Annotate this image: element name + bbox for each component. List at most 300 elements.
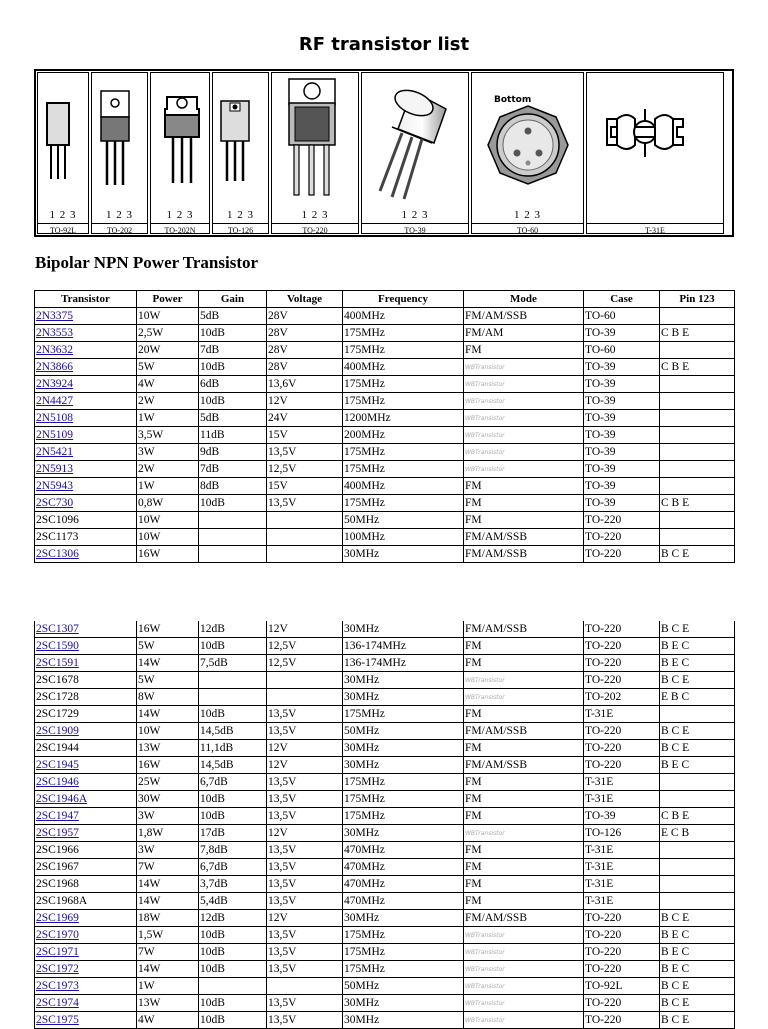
power-cell: 16W bbox=[137, 757, 199, 774]
package-name: TO-92L bbox=[38, 223, 88, 238]
mode-cell bbox=[464, 444, 584, 461]
power-cell: 5W bbox=[137, 672, 199, 689]
case-cell: TO-220 bbox=[584, 672, 660, 689]
frequency-cell: 400MHz bbox=[343, 359, 464, 376]
voltage-cell: 13,5V bbox=[267, 944, 343, 961]
package-pins: 1 2 3 bbox=[49, 209, 77, 221]
table-row bbox=[35, 393, 735, 410]
mode-cell: FM/AM/SSB bbox=[464, 621, 584, 638]
package-name: TO-202N bbox=[151, 223, 209, 238]
gain-cell: 10dB bbox=[199, 927, 267, 944]
case-cell: TO-39 bbox=[584, 359, 660, 376]
power-cell: 1W bbox=[137, 410, 199, 427]
frequency-cell: 1200MHz bbox=[343, 410, 464, 427]
transistor-link[interactable]: 2SC1957 bbox=[36, 826, 79, 839]
case-cell: TO-39 bbox=[584, 427, 660, 444]
t31e-package-icon bbox=[587, 73, 725, 211]
frequency-cell: 30MHz bbox=[343, 621, 464, 638]
table-row bbox=[35, 546, 735, 563]
column-header: Mode bbox=[464, 291, 584, 308]
case-cell: T-31E bbox=[584, 791, 660, 808]
table-row bbox=[35, 495, 735, 512]
gain-cell: 3,7dB bbox=[199, 876, 267, 893]
mode-cell bbox=[464, 1012, 584, 1029]
gain-cell bbox=[199, 672, 267, 689]
watermark-text: WBTransistor bbox=[465, 694, 505, 701]
transistor-link[interactable]: 2SC1971 bbox=[36, 945, 79, 958]
table-row bbox=[35, 512, 735, 529]
frequency-cell: 175MHz bbox=[343, 808, 464, 825]
pin-cell: E B C bbox=[660, 689, 735, 706]
case-cell: T-31E bbox=[584, 774, 660, 791]
gain-cell: 9dB bbox=[199, 444, 267, 461]
transistor-cell bbox=[35, 723, 137, 740]
voltage-cell: 13,5V bbox=[267, 1012, 343, 1029]
mode-cell: FM/AM bbox=[464, 325, 584, 342]
watermark-text: WBTransistor bbox=[465, 364, 505, 371]
package-pins: 1 2 3 bbox=[401, 209, 429, 221]
mode-cell bbox=[464, 672, 584, 689]
package-pins: 1 2 3 bbox=[166, 209, 194, 221]
table-row bbox=[35, 1012, 735, 1029]
pin-cell: B C E bbox=[660, 672, 735, 689]
gain-cell: 12dB bbox=[199, 621, 267, 638]
transistor-cell bbox=[35, 995, 137, 1012]
watermark-text: WBTransistor bbox=[465, 466, 505, 473]
transistor-link[interactable]: 2N3632 bbox=[36, 343, 74, 356]
transistor-link[interactable]: 2N5109 bbox=[36, 428, 74, 441]
transistor-link[interactable]: 2SC1975 bbox=[36, 1013, 79, 1026]
mode-cell: FM bbox=[464, 791, 584, 808]
mode-cell: FM bbox=[464, 706, 584, 723]
to39-package-icon bbox=[362, 73, 470, 211]
pin-cell bbox=[660, 376, 735, 393]
transistor-link[interactable]: 2SC1590 bbox=[36, 639, 79, 652]
transistor-link[interactable]: 2SC1946 bbox=[36, 775, 79, 788]
power-cell: 3W bbox=[137, 808, 199, 825]
frequency-cell: 30MHz bbox=[343, 689, 464, 706]
transistor-link[interactable]: 2SC1945 bbox=[36, 758, 79, 771]
mode-cell: FM bbox=[464, 655, 584, 672]
mode-cell bbox=[464, 995, 584, 1012]
section-heading: Bipolar NPN Power Transistor bbox=[35, 253, 259, 272]
gain-cell bbox=[199, 689, 267, 706]
frequency-cell: 50MHz bbox=[343, 978, 464, 995]
package-cell-t31e bbox=[586, 72, 724, 234]
case-cell: T-31E bbox=[584, 893, 660, 910]
transistor-link[interactable]: 2SC1974 bbox=[36, 996, 79, 1009]
power-cell: 10W bbox=[137, 308, 199, 325]
frequency-cell: 175MHz bbox=[343, 944, 464, 961]
mode-cell: FM/AM/SSB bbox=[464, 757, 584, 774]
mode-cell: FM/AM/SSB bbox=[464, 723, 584, 740]
transistor-cell bbox=[35, 927, 137, 944]
gain-cell: 6dB bbox=[199, 376, 267, 393]
transistor-cell bbox=[35, 978, 137, 995]
frequency-cell: 30MHz bbox=[343, 995, 464, 1012]
table-row bbox=[35, 842, 735, 859]
voltage-cell: 28V bbox=[267, 342, 343, 359]
watermark-text: WBTransistor bbox=[465, 432, 505, 439]
pin-cell: B C E bbox=[660, 1012, 735, 1029]
mode-cell: FM bbox=[464, 495, 584, 512]
pin-cell bbox=[660, 512, 735, 529]
to202n-package-icon bbox=[151, 73, 211, 211]
pin-cell: B E C bbox=[660, 961, 735, 978]
voltage-cell: 12V bbox=[267, 621, 343, 638]
mode-cell bbox=[464, 461, 584, 478]
gain-cell: 5dB bbox=[199, 410, 267, 427]
voltage-cell: 13,5V bbox=[267, 774, 343, 791]
mode-cell bbox=[464, 927, 584, 944]
table-row bbox=[35, 689, 735, 706]
package-cell-to126 bbox=[212, 72, 269, 234]
mode-cell: FM/AM/SSB bbox=[464, 546, 584, 563]
transistor-cell bbox=[35, 774, 137, 791]
bottom-label: Bottom bbox=[494, 95, 532, 105]
pin-cell bbox=[660, 342, 735, 359]
power-cell: 16W bbox=[137, 621, 199, 638]
pin-cell bbox=[660, 427, 735, 444]
power-cell: 14W bbox=[137, 876, 199, 893]
transistor-cell bbox=[35, 961, 137, 978]
gain-cell bbox=[199, 529, 267, 546]
case-cell: TO-220 bbox=[584, 546, 660, 563]
table-body bbox=[35, 308, 735, 563]
pin-cell bbox=[660, 478, 735, 495]
watermark-text: WBTransistor bbox=[465, 1017, 505, 1024]
voltage-cell bbox=[267, 546, 343, 563]
transistor-link[interactable]: 2SC1947 bbox=[36, 809, 79, 822]
transistor-cell bbox=[35, 655, 137, 672]
case-cell: TO-220 bbox=[584, 529, 660, 546]
mode-cell: FM bbox=[464, 740, 584, 757]
transistor-cell bbox=[35, 791, 137, 808]
frequency-cell: 470MHz bbox=[343, 876, 464, 893]
pin-cell: B E C bbox=[660, 944, 735, 961]
column-header: Transistor bbox=[35, 291, 137, 308]
gain-cell: 12dB bbox=[199, 910, 267, 927]
package-cell-to39 bbox=[361, 72, 469, 234]
pin-cell: B E C bbox=[660, 757, 735, 774]
table-row bbox=[35, 410, 735, 427]
watermark-text: WBTransistor bbox=[465, 830, 505, 837]
transistor-link[interactable]: 2N5108 bbox=[36, 411, 74, 424]
power-cell: 7W bbox=[137, 944, 199, 961]
package-name: TO-39 bbox=[362, 223, 468, 238]
gain-cell: 7,8dB bbox=[199, 842, 267, 859]
frequency-cell: 175MHz bbox=[343, 393, 464, 410]
transistor-cell bbox=[35, 495, 137, 512]
transistor-link[interactable]: 2SC1307 bbox=[36, 622, 79, 635]
transistor-cell: 2SC1678 bbox=[35, 672, 137, 689]
case-cell: TO-39 bbox=[584, 376, 660, 393]
transistor-cell bbox=[35, 342, 137, 359]
transistor-cell: 2SC1968 bbox=[35, 876, 137, 893]
voltage-cell: 12,5V bbox=[267, 655, 343, 672]
transistor-cell bbox=[35, 808, 137, 825]
transistor-cell bbox=[35, 444, 137, 461]
pin-cell: E C B bbox=[660, 825, 735, 842]
table-row bbox=[35, 342, 735, 359]
voltage-cell: 28V bbox=[267, 325, 343, 342]
case-cell: TO-220 bbox=[584, 944, 660, 961]
pin-cell: B E C bbox=[660, 927, 735, 944]
watermark-text: WBTransistor bbox=[465, 449, 505, 456]
voltage-cell bbox=[267, 529, 343, 546]
transistor-link[interactable]: 2N3866 bbox=[36, 360, 74, 373]
voltage-cell: 13,5V bbox=[267, 723, 343, 740]
transistor-link[interactable]: 2SC1306 bbox=[36, 547, 79, 560]
table-row bbox=[35, 740, 735, 757]
to202-package-icon bbox=[92, 73, 149, 211]
case-cell: TO-39 bbox=[584, 444, 660, 461]
pin-cell bbox=[660, 410, 735, 427]
transistor-link[interactable]: 2SC1969 bbox=[36, 911, 79, 924]
pin-cell bbox=[660, 461, 735, 478]
gain-cell: 10dB bbox=[199, 961, 267, 978]
gain-cell: 17dB bbox=[199, 825, 267, 842]
power-cell: 3W bbox=[137, 842, 199, 859]
frequency-cell: 30MHz bbox=[343, 672, 464, 689]
mode-cell bbox=[464, 825, 584, 842]
frequency-cell: 30MHz bbox=[343, 825, 464, 842]
case-cell: TO-39 bbox=[584, 461, 660, 478]
voltage-cell: 13,5V bbox=[267, 961, 343, 978]
frequency-cell: 30MHz bbox=[343, 1012, 464, 1029]
transistor-link[interactable]: 2SC1973 bbox=[36, 979, 79, 992]
pin-cell: C B E bbox=[660, 808, 735, 825]
case-cell: TO-60 bbox=[584, 342, 660, 359]
frequency-cell: 50MHz bbox=[343, 512, 464, 529]
voltage-cell: 13,5V bbox=[267, 808, 343, 825]
voltage-cell: 13,5V bbox=[267, 859, 343, 876]
column-header: Pin 123 bbox=[660, 291, 735, 308]
transistor-link[interactable]: 2SC1972 bbox=[36, 962, 79, 975]
power-cell: 30W bbox=[137, 791, 199, 808]
transistor-link[interactable]: 2N5913 bbox=[36, 462, 74, 475]
transistor-cell: 2SC1096 bbox=[35, 512, 137, 529]
pin-cell bbox=[660, 893, 735, 910]
table-row bbox=[35, 359, 735, 376]
pin-cell: B E C bbox=[660, 638, 735, 655]
watermark-text: WBTransistor bbox=[465, 677, 505, 684]
mode-cell: FM bbox=[464, 893, 584, 910]
mode-cell bbox=[464, 427, 584, 444]
mode-cell: FM bbox=[464, 638, 584, 655]
power-cell: 14W bbox=[137, 706, 199, 723]
transistor-cell bbox=[35, 944, 137, 961]
case-cell: TO-39 bbox=[584, 495, 660, 512]
table-row bbox=[35, 672, 735, 689]
gain-cell: 10dB bbox=[199, 706, 267, 723]
mode-cell: FM bbox=[464, 342, 584, 359]
transistor-cell: 2SC1968A bbox=[35, 893, 137, 910]
power-cell: 5W bbox=[137, 638, 199, 655]
transistor-cell bbox=[35, 825, 137, 842]
watermark-text: WBTransistor bbox=[465, 1000, 505, 1007]
transistor-link[interactable]: 2N5421 bbox=[36, 445, 74, 458]
voltage-cell bbox=[267, 512, 343, 529]
frequency-cell: 175MHz bbox=[343, 325, 464, 342]
column-header: Frequency bbox=[343, 291, 464, 308]
mode-cell bbox=[464, 978, 584, 995]
gain-cell: 10dB bbox=[199, 638, 267, 655]
package-pins: 1 2 3 bbox=[301, 209, 329, 221]
table-row bbox=[35, 978, 735, 995]
case-cell: TO-202 bbox=[584, 689, 660, 706]
mode-cell: FM bbox=[464, 859, 584, 876]
power-cell: 18W bbox=[137, 910, 199, 927]
table-row bbox=[35, 808, 735, 825]
case-cell: TO-220 bbox=[584, 995, 660, 1012]
mode-cell: FM/AM/SSB bbox=[464, 308, 584, 325]
case-cell: TO-92L bbox=[584, 978, 660, 995]
package-pins: 1 2 3 bbox=[106, 209, 133, 221]
voltage-cell: 13,5V bbox=[267, 995, 343, 1012]
table-row bbox=[35, 791, 735, 808]
transistor-cell bbox=[35, 410, 137, 427]
gain-cell: 10dB bbox=[199, 995, 267, 1012]
mode-cell: FM bbox=[464, 842, 584, 859]
gain-cell: 7dB bbox=[199, 342, 267, 359]
power-cell: 3W bbox=[137, 444, 199, 461]
pin-cell bbox=[660, 393, 735, 410]
power-cell: 16W bbox=[137, 546, 199, 563]
table-row bbox=[35, 638, 735, 655]
watermark-text: WBTransistor bbox=[465, 983, 505, 990]
case-cell: TO-220 bbox=[584, 961, 660, 978]
package-name: T-31E bbox=[587, 223, 723, 238]
frequency-cell: 30MHz bbox=[343, 910, 464, 927]
transistor-link[interactable]: 2N3553 bbox=[36, 326, 74, 339]
mode-cell: FM/AM/SSB bbox=[464, 910, 584, 927]
gain-cell: 6,7dB bbox=[199, 859, 267, 876]
case-cell: TO-220 bbox=[584, 927, 660, 944]
pin-cell: B C E bbox=[660, 546, 735, 563]
pin-cell: B C E bbox=[660, 978, 735, 995]
frequency-cell: 200MHz bbox=[343, 427, 464, 444]
power-cell: 10W bbox=[137, 723, 199, 740]
gain-cell: 8dB bbox=[199, 478, 267, 495]
transistor-link[interactable]: 2N3375 bbox=[36, 309, 74, 322]
case-cell: TO-39 bbox=[584, 808, 660, 825]
package-diagram-strip bbox=[34, 69, 734, 237]
gain-cell: 10dB bbox=[199, 1012, 267, 1029]
table-row bbox=[35, 427, 735, 444]
frequency-cell: 175MHz bbox=[343, 774, 464, 791]
frequency-cell: 175MHz bbox=[343, 791, 464, 808]
package-cell-to220 bbox=[271, 72, 359, 234]
package-name: TO-202 bbox=[92, 223, 147, 238]
power-cell: 0,8W bbox=[137, 495, 199, 512]
pin-cell bbox=[660, 706, 735, 723]
transistor-cell bbox=[35, 359, 137, 376]
frequency-cell: 136-174MHz bbox=[343, 638, 464, 655]
transistor-link[interactable]: 2SC1946A bbox=[36, 792, 88, 805]
table-row bbox=[35, 621, 735, 638]
case-cell: TO-60 bbox=[584, 308, 660, 325]
transistor-cell: 2SC1944 bbox=[35, 740, 137, 757]
transistor-link[interactable]: 2N5943 bbox=[36, 479, 74, 492]
voltage-cell: 13,5V bbox=[267, 927, 343, 944]
table-row bbox=[35, 910, 735, 927]
transistor-cell bbox=[35, 757, 137, 774]
table-row bbox=[35, 308, 735, 325]
frequency-cell: 175MHz bbox=[343, 927, 464, 944]
pin-cell bbox=[660, 774, 735, 791]
table-row bbox=[35, 444, 735, 461]
watermark-text: WBTransistor bbox=[465, 949, 505, 956]
transistor-link[interactable]: 2SC1970 bbox=[36, 928, 79, 941]
case-cell: TO-220 bbox=[584, 638, 660, 655]
table-row bbox=[35, 961, 735, 978]
table-row bbox=[35, 859, 735, 876]
pin-cell: B C E bbox=[660, 995, 735, 1012]
transistor-link[interactable]: 2N4427 bbox=[36, 394, 74, 407]
transistor-cell: 2SC1728 bbox=[35, 689, 137, 706]
case-cell: T-31E bbox=[584, 859, 660, 876]
mode-cell: FM bbox=[464, 774, 584, 791]
power-cell: 13W bbox=[137, 995, 199, 1012]
table-row bbox=[35, 376, 735, 393]
case-cell: TO-220 bbox=[584, 1012, 660, 1029]
table-row bbox=[35, 461, 735, 478]
pin-cell: B E C bbox=[660, 655, 735, 672]
pin-cell bbox=[660, 876, 735, 893]
package-name: TO-220 bbox=[272, 223, 358, 238]
column-header: Case bbox=[584, 291, 660, 308]
power-cell: 14W bbox=[137, 961, 199, 978]
voltage-cell: 12V bbox=[267, 910, 343, 927]
transistor-cell bbox=[35, 638, 137, 655]
voltage-cell: 13,6V bbox=[267, 376, 343, 393]
gain-cell: 11,1dB bbox=[199, 740, 267, 757]
gain-cell: 10dB bbox=[199, 944, 267, 961]
frequency-cell: 175MHz bbox=[343, 342, 464, 359]
package-cell-to60 bbox=[471, 72, 584, 234]
transistor-cell bbox=[35, 478, 137, 495]
power-cell: 3,5W bbox=[137, 427, 199, 444]
transistor-link[interactable]: 2SC730 bbox=[36, 496, 74, 509]
transistor-cell bbox=[35, 461, 137, 478]
transistor-link[interactable]: 2N3924 bbox=[36, 377, 74, 390]
mode-cell bbox=[464, 689, 584, 706]
case-cell: TO-220 bbox=[584, 757, 660, 774]
case-cell: TO-39 bbox=[584, 393, 660, 410]
frequency-cell: 30MHz bbox=[343, 546, 464, 563]
mode-cell bbox=[464, 944, 584, 961]
power-cell: 20W bbox=[137, 342, 199, 359]
pin-cell: C B E bbox=[660, 359, 735, 376]
frequency-cell: 175MHz bbox=[343, 376, 464, 393]
table-row bbox=[35, 529, 735, 546]
transistor-link[interactable]: 2SC1909 bbox=[36, 724, 79, 737]
pin-cell: B C E bbox=[660, 621, 735, 638]
watermark-text: WBTransistor bbox=[465, 966, 505, 973]
transistor-cell bbox=[35, 393, 137, 410]
power-cell: 1W bbox=[137, 978, 199, 995]
power-cell: 2W bbox=[137, 393, 199, 410]
power-cell: 4W bbox=[137, 376, 199, 393]
voltage-cell bbox=[267, 978, 343, 995]
case-cell: TO-220 bbox=[584, 655, 660, 672]
voltage-cell: 12V bbox=[267, 393, 343, 410]
transistor-cell: 2SC1729 bbox=[35, 706, 137, 723]
frequency-cell: 470MHz bbox=[343, 842, 464, 859]
mode-cell bbox=[464, 376, 584, 393]
transistor-link[interactable]: 2SC1591 bbox=[36, 656, 79, 669]
